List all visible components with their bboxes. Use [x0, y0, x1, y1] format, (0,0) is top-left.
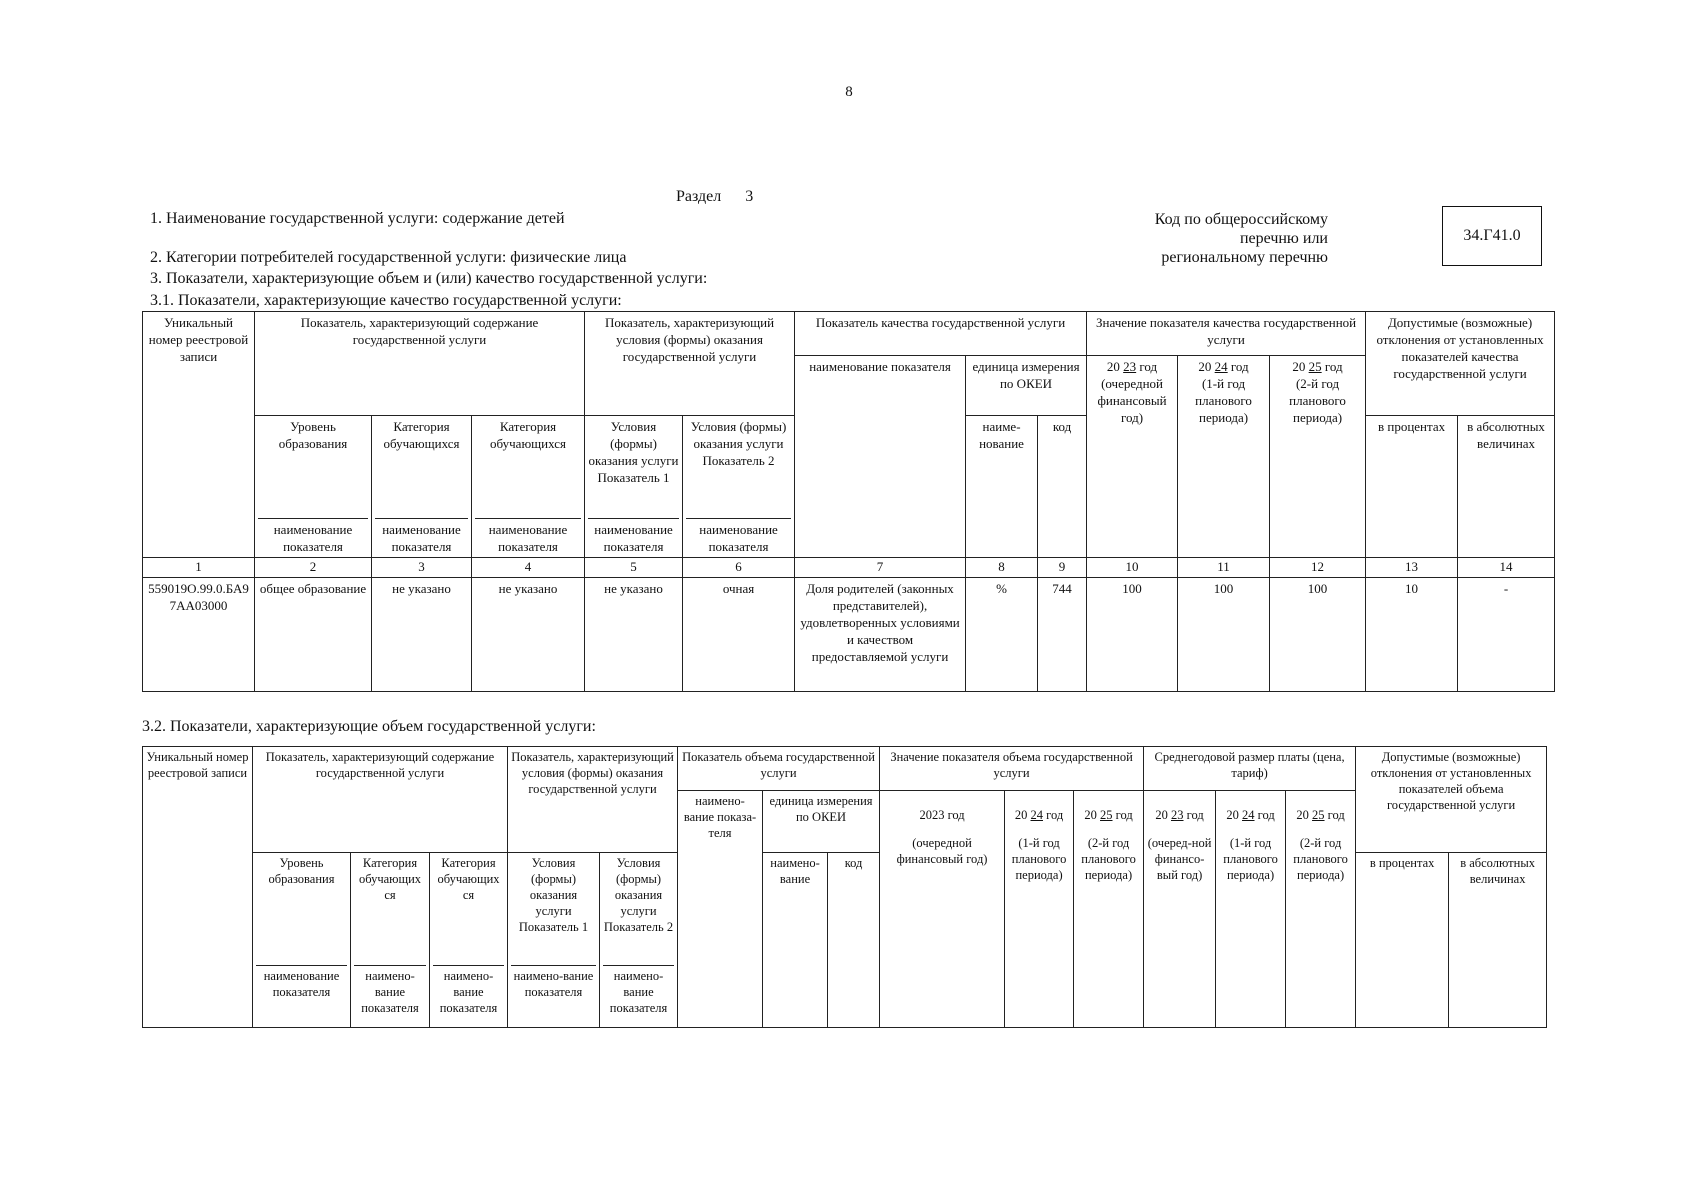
- col-conditions-indicator: Показатель, характеризующий условия (формы) оказания государственной услуги: [585, 312, 795, 416]
- col-num: 2: [255, 558, 372, 578]
- col-volume-indicator: Показатель объема государственной услуги: [678, 747, 880, 791]
- col-content-indicator: Показатель, характеризующий содержание государственной услуги: [253, 747, 508, 853]
- quality-indicators-line: 3.1. Показатели, характеризующие качество государственной услуги:: [150, 292, 622, 309]
- col-content-indicator: Показатель, характеризующий содержание государственной услуги: [255, 312, 585, 416]
- col-indicator-name: наимено-вание показа-теля: [678, 791, 763, 1028]
- col-quality-indicator: Показатель качества государственной услуги: [795, 312, 1087, 356]
- quality-indicators-table: [142, 311, 1555, 692]
- cell-percent: 10: [1366, 578, 1458, 692]
- cell-category-1: не указано: [372, 578, 472, 692]
- col-unit-name: наиме-нование: [966, 416, 1038, 558]
- col-year-3: 20 25 год (2-й год планового периода): [1270, 356, 1366, 558]
- col-num: 5: [585, 558, 683, 578]
- code-label-line-2: перечню или: [1239, 230, 1328, 247]
- col-percent: в процентах: [1356, 853, 1449, 1028]
- col-num: 11: [1178, 558, 1270, 578]
- col-num: 13: [1366, 558, 1458, 578]
- col-unit: единица измерения по ОКЕИ: [763, 791, 880, 853]
- col-year-1: 20 23 год (очередной финансовый год): [1087, 356, 1178, 558]
- registry-code-label: [1155, 210, 1328, 267]
- col-unit-code: код: [1038, 416, 1087, 558]
- cell-condition-2: очная: [683, 578, 795, 692]
- col-year-2: 20 24 год (1-й год планового периода): [1178, 356, 1270, 558]
- section-title: [676, 188, 753, 206]
- col-category-1: Категория обучающихся наименование показателя: [372, 416, 472, 558]
- col-volume-value: Значение показателя объема государственной услуги: [880, 747, 1144, 791]
- code-label-line-3: региональному перечню: [1161, 249, 1328, 266]
- col-absolute: в абсолютных величинах: [1449, 853, 1547, 1028]
- cell-category-2: не указано: [472, 578, 585, 692]
- section-number: 3: [745, 188, 754, 205]
- col-indicator-name: наименование показателя: [795, 356, 966, 558]
- col-num: 10: [1087, 558, 1178, 578]
- section-label: Раздел: [676, 188, 722, 205]
- col-fee-year-3: 20 25 год (2-й год планового периода): [1286, 791, 1356, 1028]
- cell-value-2: 100: [1178, 578, 1270, 692]
- cell-unit: %: [966, 578, 1038, 692]
- cell-indicator: Доля родителей (законных представителей), удовлетворенных условиями и качеством предоставляемой услуги: [795, 578, 966, 692]
- table-row: [143, 578, 1555, 692]
- cell-condition-1: не указано: [585, 578, 683, 692]
- indicators-line: 3. Показатели, характеризующие объем и (или) качество государственной услуги:: [150, 270, 708, 287]
- col-category-1: Категория обучающих ся наимено-вание показателя: [351, 853, 430, 1028]
- cell-absolute: -: [1458, 578, 1555, 692]
- col-num: 12: [1270, 558, 1366, 578]
- col-deviation: Допустимые (возможные) отклонения от установленных показателей объема государственной услуги: [1356, 747, 1547, 853]
- col-deviation: Допустимые (возможные) отклонения от установленных показателей качества государственной услуги: [1366, 312, 1555, 416]
- col-condition-1: Условия (формы) оказания услуги Показатель 1 наимено-вание показателя: [508, 853, 600, 1028]
- col-num: 9: [1038, 558, 1087, 578]
- registry-code-box: 34.Г41.0: [1442, 206, 1542, 266]
- col-category-2: Категория обучающихся наименование показателя: [472, 416, 585, 558]
- cell-registry-id: 559019О.99.0.БА97АА03000: [143, 578, 255, 692]
- col-conditions-indicator: Показатель, характеризующий условия (формы) оказания государственной услуги: [508, 747, 678, 853]
- col-vol-year-1: 2023 год (очередной финансовый год): [880, 791, 1005, 1028]
- col-condition-2: Условия (формы) оказания услуги Показатель 2 наименование показателя: [683, 416, 795, 558]
- col-unit-code: код: [828, 853, 880, 1028]
- cell-unit-code: 744: [1038, 578, 1087, 692]
- col-num: 1: [143, 558, 255, 578]
- code-label-line-1: Код по общероссийскому: [1154, 211, 1328, 228]
- col-vol-year-2: 20 24 год (1-й год планового периода): [1005, 791, 1074, 1028]
- col-num: 8: [966, 558, 1038, 578]
- col-vol-year-3: 20 25 год (2-й год планового периода): [1074, 791, 1144, 1028]
- col-percent: в процентах: [1366, 416, 1458, 558]
- col-num: 7: [795, 558, 966, 578]
- col-num: 14: [1458, 558, 1555, 578]
- col-unique-number: Уникальный номер реестровой записи: [143, 312, 255, 558]
- cell-value-3: 100: [1270, 578, 1366, 692]
- col-condition-2: Условия (формы) оказания услуги Показатель 2 наимено-вание показателя: [600, 853, 678, 1028]
- col-unit: единица измерения по ОКЕИ: [966, 356, 1087, 416]
- cell-value-1: 100: [1087, 578, 1178, 692]
- col-unique-number: Уникальный номер реестровой записи: [143, 747, 253, 1028]
- col-condition-1: Условия (формы) оказания услуги Показатель 1 наименование показателя: [585, 416, 683, 558]
- page-number: 8: [845, 84, 853, 100]
- col-education-level: Уровень образования наименование показателя: [253, 853, 351, 1028]
- col-fee-year-1: 20 23 год (очеред-ной финансо-вый год): [1144, 791, 1216, 1028]
- volume-indicators-line: 3.2. Показатели, характеризующие объем государственной услуги:: [142, 718, 596, 735]
- col-category-2: Категория обучающих ся наимено-вание показателя: [430, 853, 508, 1028]
- col-absolute: в абсолютных величинах: [1458, 416, 1555, 558]
- col-fee-year-2: 20 24 год (1-й год планового периода): [1216, 791, 1286, 1028]
- col-num: 4: [472, 558, 585, 578]
- consumer-category-line: 2. Категории потребителей государственной услуги: физические лица: [150, 249, 627, 266]
- volume-indicators-table: [142, 746, 1547, 1028]
- col-education-level: Уровень образования наименование показателя: [255, 416, 372, 558]
- cell-education-level: общее образование: [255, 578, 372, 692]
- col-num: 6: [683, 558, 795, 578]
- col-unit-name: наимено-вание: [763, 853, 828, 1028]
- col-quality-value: Значение показателя качества государственной услуги: [1087, 312, 1366, 356]
- service-name-line: 1. Наименование государственной услуги: содержание детей: [150, 210, 565, 227]
- col-num: 3: [372, 558, 472, 578]
- col-average-fee: Среднегодовой размер платы (цена, тариф): [1144, 747, 1356, 791]
- column-numbers-row: [143, 558, 1555, 578]
